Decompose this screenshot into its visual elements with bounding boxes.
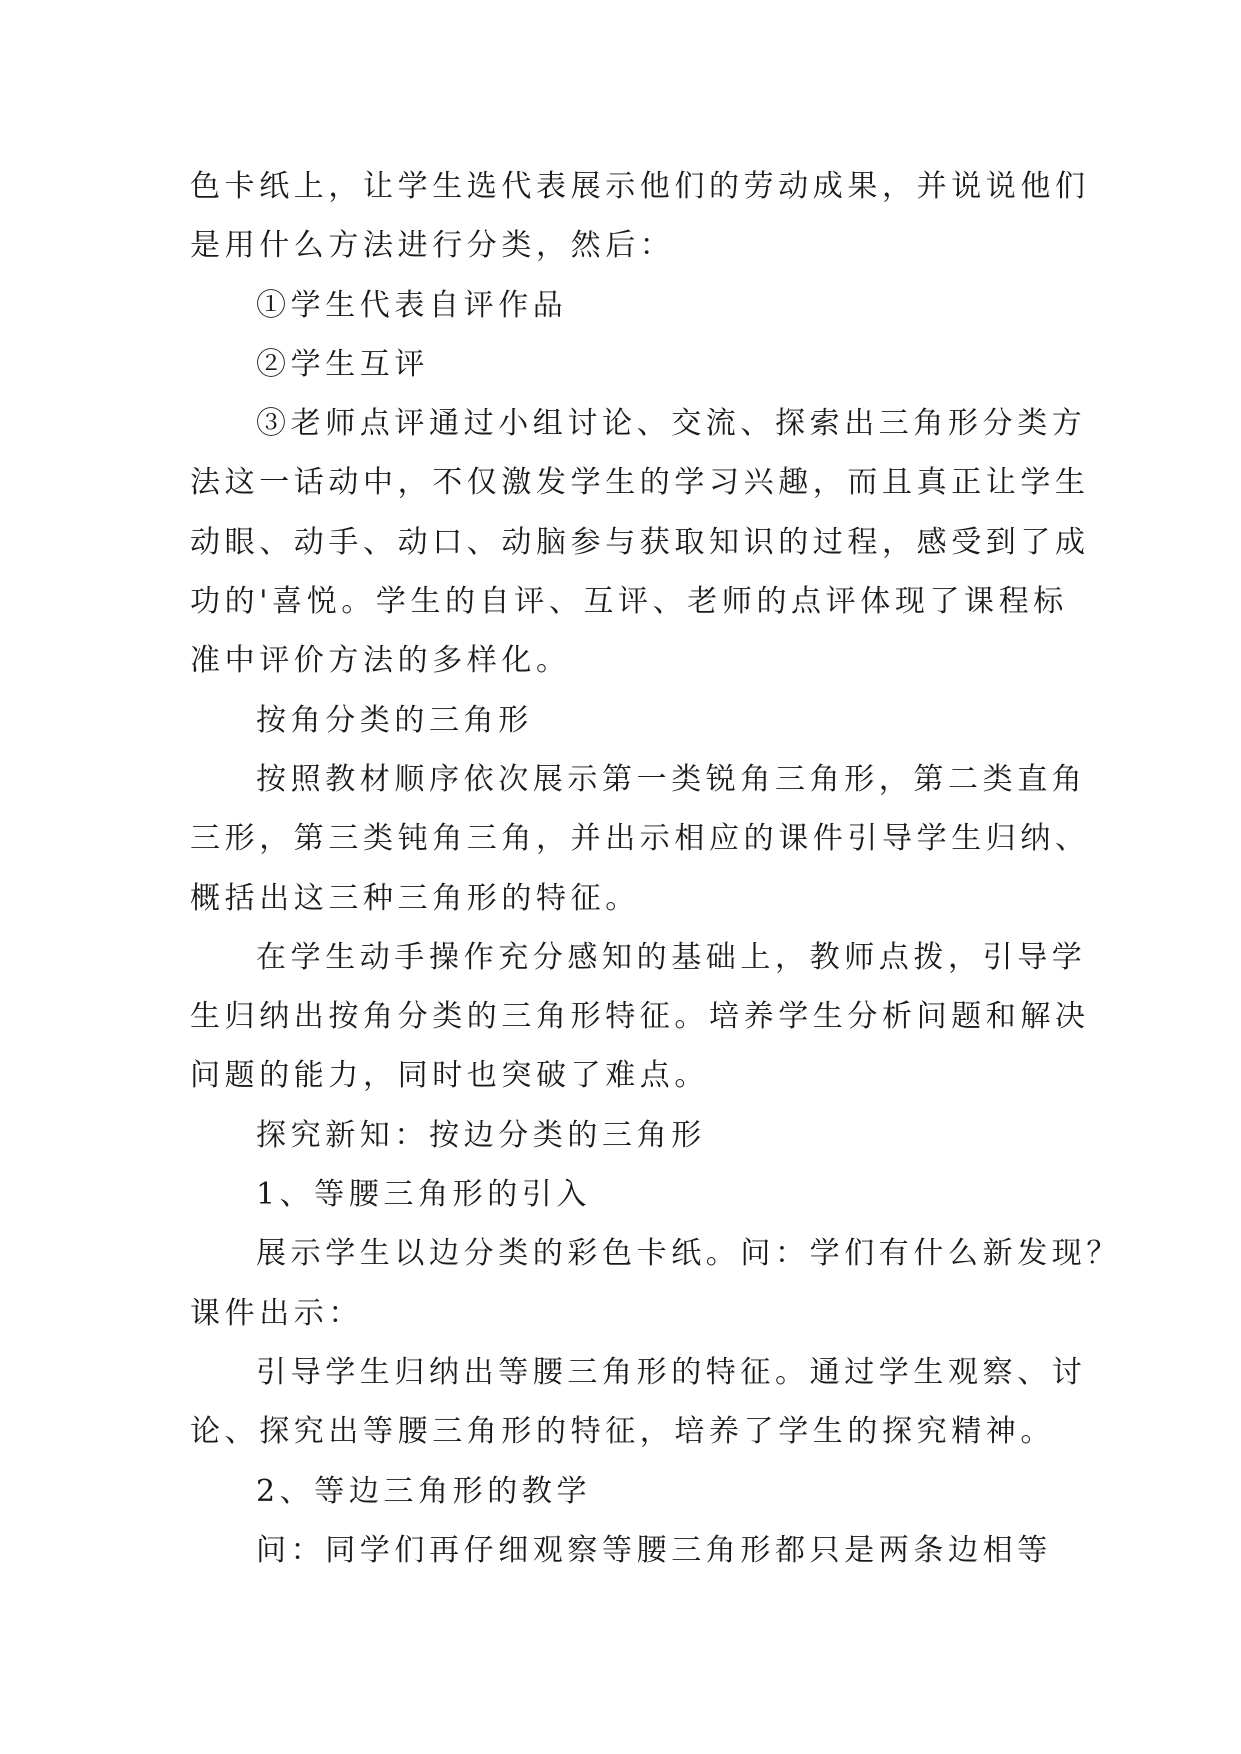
text-line: ③老师点评通过小组讨论、交流、探索出三角形分类方 [256, 406, 1087, 442]
text-line: 色卡纸上，让学生选代表展示他们的劳动成果，并说说他们 [190, 169, 1090, 204]
text-line: 三形，第三类钝角三角，并出示相应的课件引导学生归纳、 [190, 821, 1090, 857]
text-line: 生归纳出按角分类的三角形特征。培养学生分析问题和解决 [190, 999, 1090, 1035]
text-line: 问：同学们再仔细观察等腰三角形都只是两条边相等 [256, 1532, 1052, 1568]
text-line: 引导学生归纳出等腰三角形的特征。通过学生观察、讨 [256, 1354, 1087, 1390]
subsection-heading: 1、等腰三角形的引入 [256, 1177, 592, 1213]
text-line: 展示学生以边分类的彩色卡纸。问：学们有什么新发现？ [256, 1236, 1121, 1272]
document-body [190, 157, 1121, 1580]
subsection-heading: 2、等边三角形的教学 [256, 1473, 592, 1509]
text-line: ①学生代表自评作品 [256, 287, 568, 323]
text-line: 功的'喜悦。学生的自评、互评、老师的点评体现了课程标 [190, 584, 1068, 620]
text-line: 论、探究出等腰三角形的特征，培养了学生的探究精神。 [190, 1414, 1055, 1450]
section-heading: 探究新知：按边分类的三角形 [256, 1117, 706, 1153]
text-line: 按照教材顺序依次展示第一类锐角三角形，第二类直角 [256, 761, 1087, 797]
text-line: 问题的能力，同时也突破了难点。 [190, 1058, 709, 1094]
section-heading: 按角分类的三角形 [256, 702, 533, 738]
text-line: 准中评价方法的多样化。 [190, 643, 571, 679]
text-line: 在学生动手操作充分感知的基础上，教师点拨，引导学 [256, 939, 1087, 975]
text-line: 概括出这三种三角形的特征。 [190, 880, 640, 916]
text-line: ②学生互评 [256, 346, 429, 382]
text-line: 动眼、动手、动口、动脑参与获取知识的过程，感受到了成 [190, 524, 1090, 560]
text-line: 法这一话动中，不仅激发学生的学习兴趣，而且真正让学生 [190, 465, 1090, 501]
text-line: 是用什么方法进行分类，然后： [190, 228, 675, 264]
text-line: 课件出示： [190, 1295, 363, 1331]
